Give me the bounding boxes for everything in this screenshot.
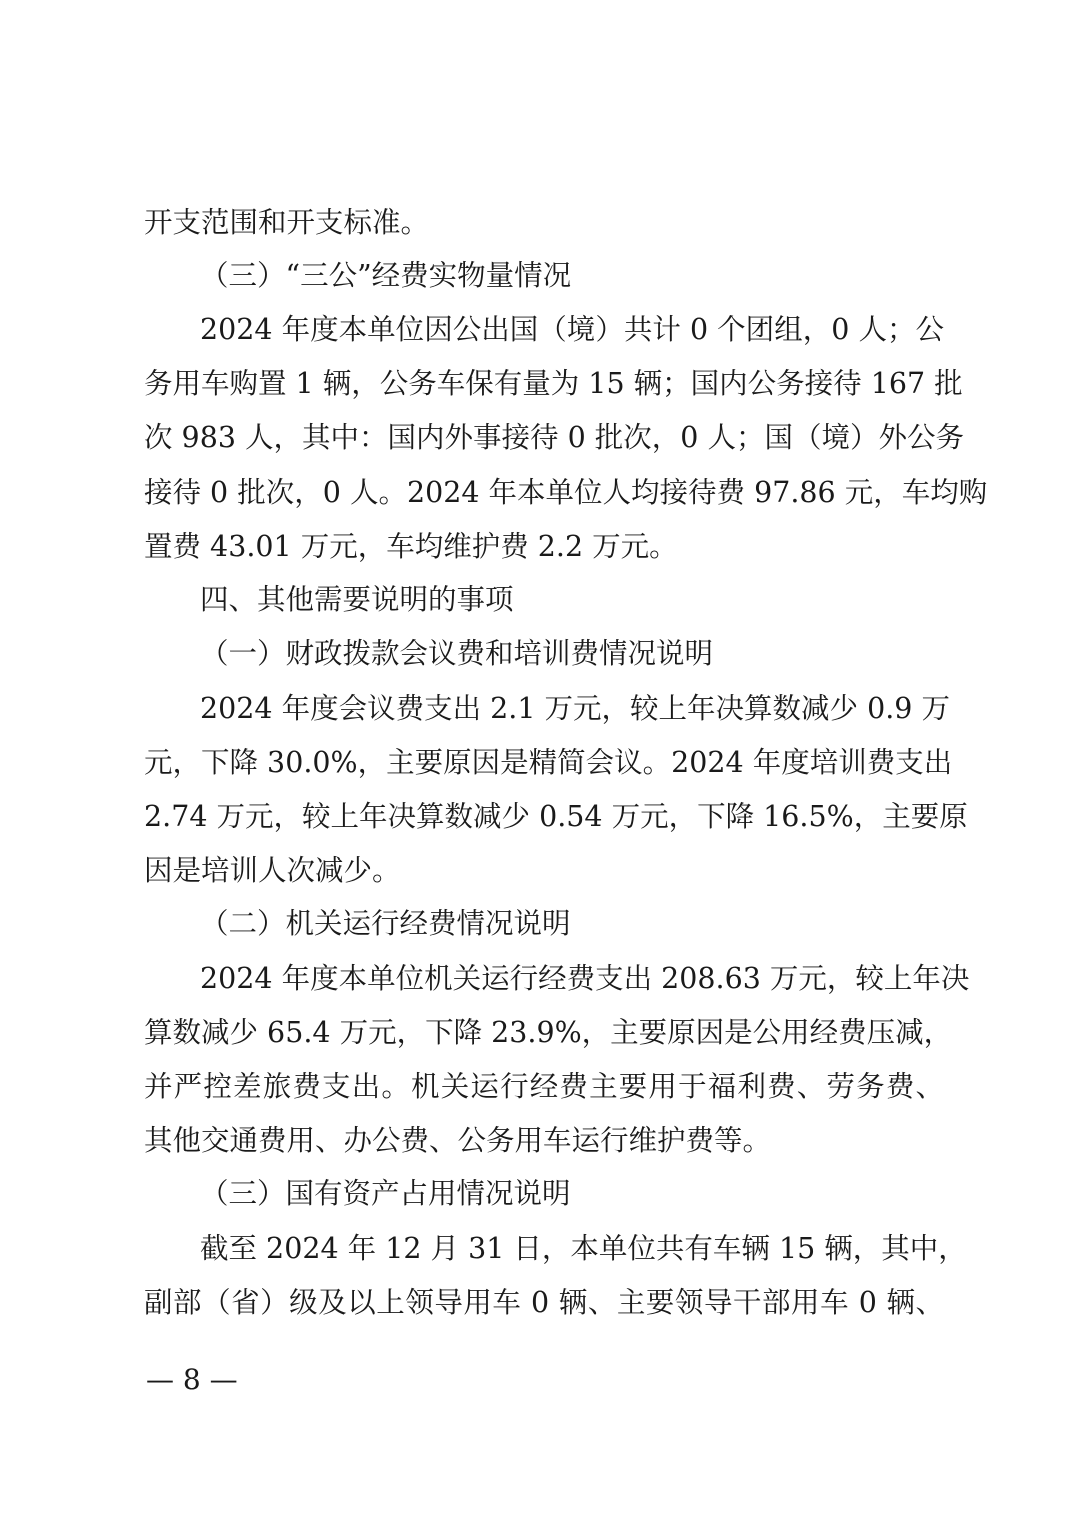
section-heading-other-matters: 四、其他需要说明的事项 xyxy=(200,583,514,616)
paragraph-line-16: 算数减少 65.4 万元，下降 23.9%，主要原因是公用经费压减， xyxy=(144,1016,953,1049)
paragraph-line-10: 2024 年度会议费支出 2.1 万元，较上年决算数减少 0.9 万 xyxy=(200,692,950,725)
paragraph-line-12: 2.74 万元，较上年决算数减少 0.54 万元，下降 16.5%，主要原 xyxy=(144,800,968,833)
paragraph-line-5: 次 983 人，其中：国内外事接待 0 批次，0 人；国（境）外公务 xyxy=(144,421,964,454)
paragraph-line-20: 截至 2024 年 12 月 31 日，本单位共有车辆 15 辆，其中， xyxy=(200,1232,967,1265)
paragraph-line-15: 2024 年度本单位机关运行经费支出 208.63 万元，较上年决 xyxy=(200,962,970,995)
paragraph-line-18: 其他交通费用、办公费、公务用车运行维护费等。 xyxy=(144,1124,772,1157)
section-heading-meeting-training: （一）财政拨款会议费和培训费情况说明 xyxy=(200,637,714,670)
paragraph-line-6: 接待 0 批次，0 人。2024 年本单位人均接待费 97.86 元，车均购 xyxy=(144,476,988,509)
paragraph-line-3: 2024 年度本单位因公出国（境）共计 0 个团组，0 人；公 xyxy=(200,313,944,346)
paragraph-line-7: 置费 43.01 万元，车均维护费 2.2 万元。 xyxy=(144,530,678,563)
section-heading-operating-expenses: （二）机关运行经费情况说明 xyxy=(200,907,571,940)
paragraph-line-13: 因是培训人次减少。 xyxy=(144,854,401,887)
section-heading-state-assets: （三）国有资产占用情况说明 xyxy=(200,1177,571,1210)
paragraph-line-21: 副部（省）级及以上领导用车 0 辆、主要领导干部用车 0 辆、 xyxy=(144,1286,944,1319)
section-heading-sangong-physical: （三）“三公”经费实物量情况 xyxy=(200,259,572,292)
page-number: — 8 — xyxy=(146,1363,238,1396)
paragraph-line-1: 开支范围和开支标准。 xyxy=(144,206,430,239)
paragraph-line-17: 并严控差旅费支出。机关运行经费主要用于福利费、劳务费、 xyxy=(144,1070,944,1103)
paragraph-line-11: 元，下降 30.0%，主要原因是精简会议。2024 年度培训费支出 xyxy=(144,746,953,779)
paragraph-line-4: 务用车购置 1 辆，公务车保有量为 15 辆；国内公务接待 167 批 xyxy=(144,367,963,400)
